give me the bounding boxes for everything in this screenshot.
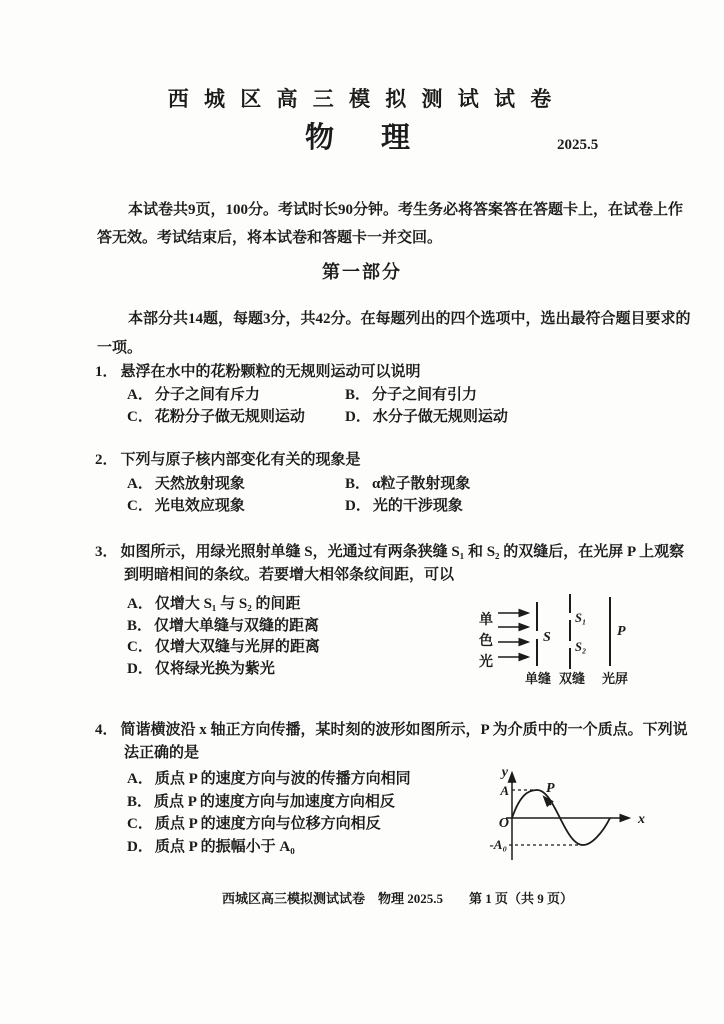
amplitude-bottom-label: -A₀ xyxy=(489,837,507,852)
option-label: B． xyxy=(127,794,153,810)
monochromatic-light-label-char-1: 单 xyxy=(479,613,493,628)
notice-line-1: 本试卷共9页，100分。考试时长90分钟。考生务必将答案答在答题卡上，在试卷上作 xyxy=(128,202,684,218)
double-slit-caption: 双缝 xyxy=(558,671,586,686)
question-3-option-c xyxy=(127,638,320,656)
question-4-text: 简谐横波沿 x 轴正方向传播，某时刻的波形如图所示，P 为介质中的一个质点。下列说 xyxy=(120,722,688,738)
double-slit-diagram xyxy=(468,583,653,688)
option-label: B． xyxy=(127,618,153,634)
exam-date: 2025.5 xyxy=(557,137,599,153)
option-label: A． xyxy=(127,387,153,403)
question-4-option-a xyxy=(127,770,411,788)
option-text: 水分子做无规则运动 xyxy=(372,409,508,425)
page-footer: 西城区高三模拟测试试卷 物理 2025.5 第 1 页（共 9 页） xyxy=(222,891,574,906)
y-axis-label: y xyxy=(501,765,508,780)
option-label: C． xyxy=(127,409,153,425)
question-4-stem-line-1 xyxy=(95,721,688,739)
subject-title: 物 理 xyxy=(304,122,419,154)
question-4-stem-line-2: 法正确的是 xyxy=(124,745,200,761)
option-text: 仅增大 S₁ 与 S₂ 的间距 xyxy=(154,596,301,612)
option-text: 仅将绿光换为紫光 xyxy=(154,661,275,677)
screen-caption: 光屏 xyxy=(601,671,629,686)
option-text: 质点 P 的速度方向与位移方向相反 xyxy=(154,816,381,832)
option-text: α粒子散射现象 xyxy=(372,476,471,492)
option-text: 分子之间有引力 xyxy=(372,387,478,403)
option-label: D． xyxy=(127,839,153,855)
question-1-option-b xyxy=(345,386,477,404)
question-1-option-d xyxy=(345,408,508,426)
question-4-option-b xyxy=(127,793,395,811)
option-label: C． xyxy=(127,498,153,514)
option-text: 花粉分子做无规则运动 xyxy=(154,409,305,425)
option-label: D． xyxy=(345,498,371,514)
wave-diagram-svg xyxy=(484,760,654,868)
option-text: 仅增大双缝与光屏的距离 xyxy=(154,639,320,655)
option-text: 仅增大单缝与双缝的距离 xyxy=(154,618,320,634)
question-3-option-a xyxy=(127,595,301,613)
x-axis-label: x xyxy=(638,812,645,827)
option-text: 质点 P 的速度方向与加速度方向相反 xyxy=(154,794,395,810)
screen-p-label: P xyxy=(617,624,626,639)
notice-line-2: 答无效。考试结束后，将本试卷和答题卡一并交回。 xyxy=(97,230,443,246)
option-text: 质点 P 的振幅小于 A₀ xyxy=(154,839,295,855)
section-1-intro-line-2: 一项。 xyxy=(97,340,143,356)
question-1-text: 悬浮在水中的花粉颗粒的无规则运动可以说明 xyxy=(120,364,421,380)
question-1-option-a xyxy=(127,386,260,404)
option-label: B． xyxy=(345,387,371,403)
option-label: A． xyxy=(127,771,153,787)
question-2-stem xyxy=(95,451,361,469)
question-4-option-d xyxy=(127,838,295,856)
question-2-option-b xyxy=(345,475,470,493)
question-3-text: 如图所示，用绿光照射单缝 S，光通过有两条狭缝 S₁ 和 S₂ 的双缝后，在光屏 P 上观察 xyxy=(120,544,685,560)
amplitude-top-label: A xyxy=(500,783,509,798)
question-3-number: 3． xyxy=(95,544,118,560)
question-4-number: 4． xyxy=(95,722,118,738)
double-slit-diagram-svg xyxy=(468,583,653,688)
option-label: D． xyxy=(345,409,371,425)
question-2-option-a xyxy=(127,475,245,493)
section-1-intro-line-1: 本部分共14题，每题3分，共42分。在每题列出的四个选项中，选出最符合题目要求的 xyxy=(128,311,691,327)
wave-diagram xyxy=(484,760,654,868)
question-1-option-c xyxy=(127,408,305,426)
option-text: 分子之间有斥力 xyxy=(154,387,260,403)
question-3-option-b xyxy=(127,617,319,635)
light-ray-arrows xyxy=(498,613,528,657)
slit-s2-label: S₂ xyxy=(575,640,587,654)
question-2-option-c xyxy=(127,497,245,515)
option-label: A． xyxy=(127,596,153,612)
option-label: B． xyxy=(345,476,371,492)
option-label: D． xyxy=(127,661,153,677)
question-2-text: 下列与原子核内部变化有关的现象是 xyxy=(120,452,361,468)
monochromatic-light-label-char-3: 光 xyxy=(479,655,493,670)
option-text: 质点 P 的速度方向与波的传播方向相同 xyxy=(154,771,411,787)
question-3-stem-line-1 xyxy=(95,543,684,561)
option-text: 光的干涉现象 xyxy=(372,498,463,514)
question-2-option-d xyxy=(345,497,463,515)
option-label: C． xyxy=(127,639,153,655)
page-title: 西 城 区 高 三 模 拟 测 试 试 卷 xyxy=(167,87,557,111)
option-text: 光电效应现象 xyxy=(154,498,245,514)
question-2-number: 2． xyxy=(95,452,118,468)
single-slit-s-label: S xyxy=(543,630,551,645)
option-label: A． xyxy=(127,476,153,492)
question-3-option-d xyxy=(127,660,275,678)
option-text: 天然放射现象 xyxy=(154,476,245,492)
slit-s1-label: S₁ xyxy=(575,611,587,625)
point-p-label: P xyxy=(546,781,555,796)
question-1-number: 1． xyxy=(95,364,118,380)
question-4-option-c xyxy=(127,815,381,833)
origin-label: O xyxy=(498,816,509,831)
section-1-heading: 第一部分 xyxy=(322,262,402,282)
monochromatic-light-label-char-2: 色 xyxy=(479,634,493,649)
option-label: C． xyxy=(127,816,153,832)
question-1-stem xyxy=(95,363,421,381)
question-3-stem-line-2: 到明暗相间的条纹。若要增大相邻条纹间距，可以 xyxy=(124,567,455,583)
single-slit-caption: 单缝 xyxy=(524,671,552,686)
